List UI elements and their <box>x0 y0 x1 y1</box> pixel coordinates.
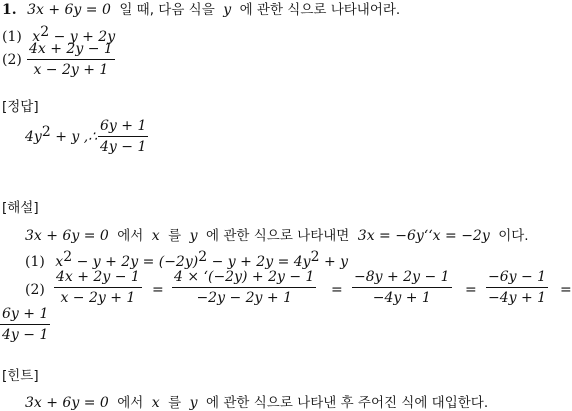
step-2-label: (2) <box>25 282 45 298</box>
hint-var-x: x <box>151 395 160 411</box>
answer-1-exponent: 2 <box>41 124 51 140</box>
fraction-denominator: 4y − 1 <box>100 139 147 155</box>
step-2-fraction-3 <box>352 270 452 306</box>
answer-label: [정답] <box>2 99 39 115</box>
solution-intro <box>25 229 529 244</box>
answer-1-base: 4y <box>25 129 42 145</box>
solution-text: 를 <box>168 228 182 244</box>
step-2-fraction-4 <box>486 270 548 306</box>
hint-text: 에서 <box>117 395 144 411</box>
hint-text: 를 <box>168 395 182 411</box>
step-2-fraction-5 <box>0 307 50 343</box>
fraction-numerator: −8y + 2y − 1 <box>352 270 452 288</box>
item-1-label: (1) <box>2 29 22 45</box>
item-2-fraction <box>27 42 115 78</box>
item-1-rest: − y + 2y <box>49 29 116 45</box>
solution-equation: 3x + 6y = 0 <box>25 228 109 244</box>
problem-text: 일 때, 다음 식을 <box>119 2 215 18</box>
step-2-fraction-2 <box>172 270 316 306</box>
fraction-denominator: x − 2y + 1 <box>60 290 136 306</box>
step-1-exponent: 2 <box>198 249 208 265</box>
equals-sign: = <box>331 282 343 298</box>
fraction-denominator: 4y − 1 <box>2 327 49 343</box>
problem-equation: 3x + 6y = 0 <box>27 2 111 18</box>
fraction-numerator: −6y − 1 <box>486 270 548 288</box>
problem-text-2: 에 관한 식으로 나타내어라. <box>239 2 401 18</box>
fraction-numerator: 6y + 1 <box>0 307 50 325</box>
hint-label: [힌트] <box>2 368 39 384</box>
hint-var-y: y <box>189 395 198 411</box>
hint-text: 에 관한 식으로 나타낸 후 주어진 식에 대입한다. <box>206 395 489 411</box>
problem-variable: y <box>223 2 232 18</box>
solution-equation-2: 3x = −6y‘‘x = −2y <box>357 228 490 244</box>
answer-line <box>25 124 98 145</box>
item-2-label-row <box>2 53 22 67</box>
step-1-expr: x <box>55 254 64 270</box>
step-1-expr: − y + 2y = (−2y) <box>72 254 199 270</box>
equals-sign: = <box>465 282 477 298</box>
solution-var-x: x <box>151 228 160 244</box>
fraction-denominator: −2y − 2y + 1 <box>196 290 292 306</box>
equals-sign: = <box>560 282 572 298</box>
solution-label: [해설] <box>2 200 39 216</box>
fraction-denominator: −4y + 1 <box>372 290 431 306</box>
fraction-numerator: 4x + 2y − 1 <box>54 270 142 288</box>
item-1-exponent: 2 <box>40 24 50 40</box>
solution-text: 에 관한 식으로 나타내면 <box>206 228 350 244</box>
step-1-expr: − y + 2y = 4y <box>207 254 311 270</box>
fraction-numerator: 6y + 1 <box>98 119 148 137</box>
solution-text: 이다. <box>498 228 529 244</box>
solution-var-y: y <box>189 228 198 244</box>
fraction-denominator: −4y + 1 <box>488 290 547 306</box>
solution-step-2-label-row <box>25 283 45 297</box>
fraction-denominator: x − 2y + 1 <box>33 62 109 78</box>
item-1-var: x <box>32 29 41 45</box>
answer-2-fraction <box>98 119 148 155</box>
solution-step-1 <box>25 249 349 270</box>
fraction-numerator: 4x + 2y − 1 <box>27 42 115 60</box>
solution-text: 에서 <box>117 228 144 244</box>
problem-line <box>2 3 400 18</box>
fraction-numerator: 4 × ‘(−2y) + 2y − 1 <box>172 270 316 288</box>
hint-equation: 3x + 6y = 0 <box>25 395 109 411</box>
hint-line <box>25 396 488 411</box>
item-2-label: (2) <box>2 52 22 68</box>
step-1-label: (1) <box>25 254 45 270</box>
answer-1-rest: + y ,∴ <box>50 129 98 145</box>
step-1-exponent: 2 <box>63 249 73 265</box>
equals-sign: = <box>152 282 164 298</box>
step-2-fraction-1 <box>54 270 142 306</box>
problem-number: 1. <box>2 2 17 18</box>
step-1-exponent: 2 <box>310 249 320 265</box>
step-1-expr: + y <box>319 254 349 270</box>
